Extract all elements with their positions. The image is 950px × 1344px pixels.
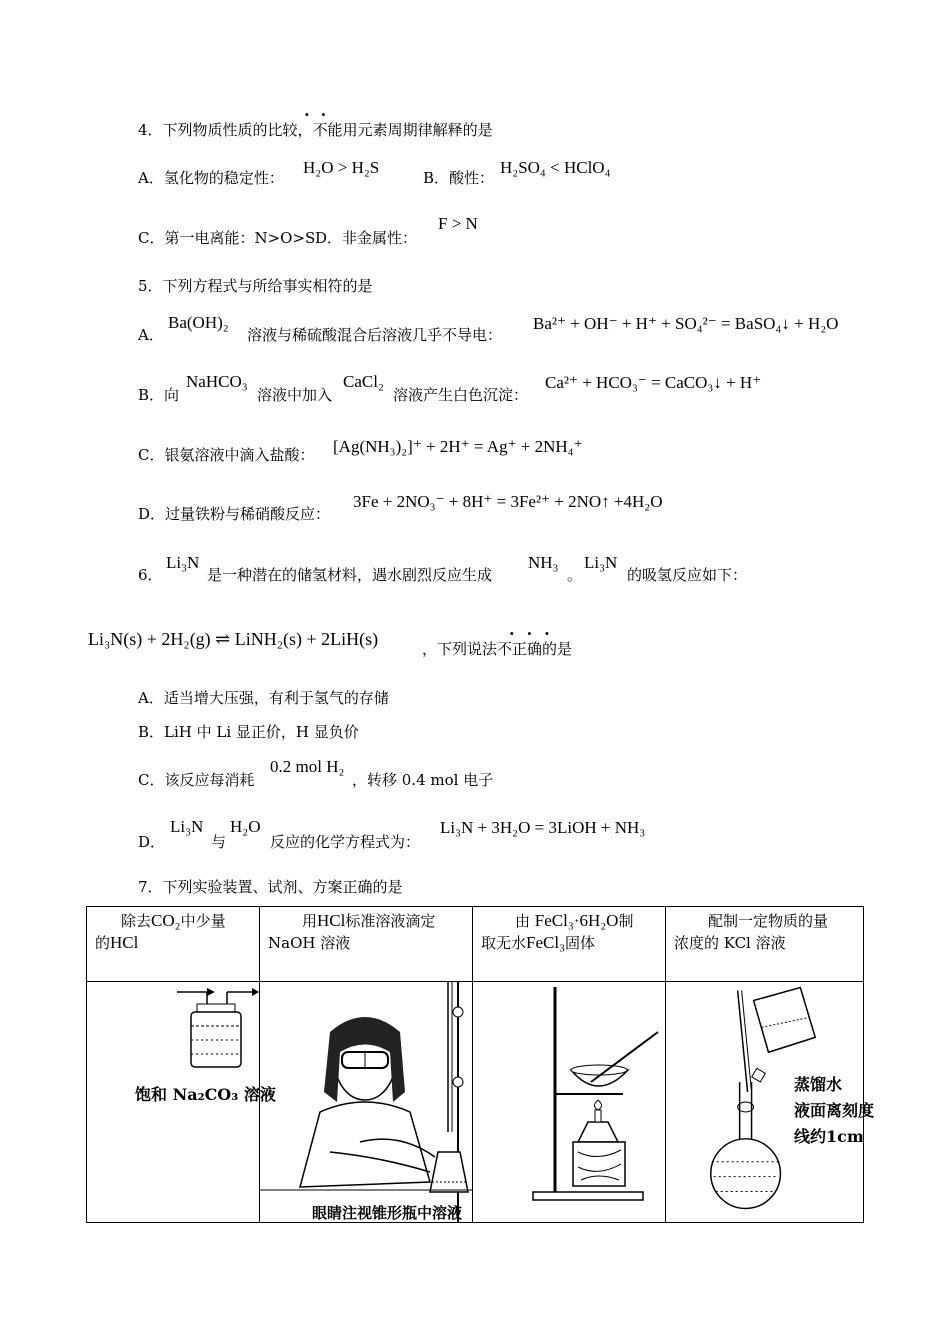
q7-header-a: 除去CO₂中少量 的HCl: [87, 907, 260, 982]
q5-option-d-formula: 3Fe + 2NO₃⁻ + 8H⁺ = 3Fe²⁺ + 2NO↑ +4H₂O: [353, 492, 663, 511]
q6-text3: 的吸氢反应如下：: [627, 566, 748, 584]
q7-stem: 7．下列实验装置、试剂、方案正确的是: [138, 878, 403, 896]
q5-option-c-label: C．银氨溶液中滴入盐酸：: [138, 446, 315, 464]
q4-stem-emphasis: 不能: [312, 121, 343, 139]
q6-option-d-formula3: Li₃N + 3H₂O = 3LiOH + NH₃: [440, 818, 646, 837]
q6-option-b: B．LiH 中 Li 显正价，H 显负价: [138, 723, 359, 741]
emphasis-dots: ···: [509, 624, 562, 643]
q6-option-d-text2: 反应的化学方程式为：: [270, 833, 421, 851]
q6-text2: 。: [567, 566, 583, 584]
q5-stem: 5．下列方程式与所给事实相符的是: [138, 277, 373, 295]
q6-option-c-tail: ，转移 0.4 mol 电子: [352, 771, 494, 789]
q5-option-a-label: A．: [138, 326, 164, 344]
q7-options-table: [86, 906, 875, 1223]
q5-option-b-label: B．向: [138, 386, 180, 404]
q4-option-d: D．非金属性：: [315, 229, 418, 247]
q7-header-b: 用HCl标准溶液滴定 NaOH 溶液: [260, 907, 473, 982]
q6-option-d-label: D．: [138, 833, 166, 851]
q7-header-c: 由 FeCl₃·6H₂O制 取无水FeCl₃固体: [473, 907, 666, 982]
emphasis-dots: ··: [304, 105, 338, 124]
liquid-level-label: 液面离刻度: [794, 1101, 875, 1120]
q6-text1: 是一种潜在的储氢材料，遇水剧烈反应生成: [207, 566, 493, 584]
q7-apparatus-c: [473, 982, 666, 1223]
q4-option-b: B．酸性：: [423, 169, 495, 187]
q5-option-b-reagent2: CaCl₂: [343, 372, 384, 391]
q6-reaction: Li₃N(s) + 2H₂(g) ⇌ LiNH₂(s) + 2LiH(s): [88, 629, 379, 649]
q4-option-a-formula: H₂O > H₂S: [303, 158, 380, 177]
q5-option-a-text: 溶液与稀硫酸混合后溶液几乎不导电：: [247, 326, 503, 344]
evaporating-dish-diagram: [473, 982, 665, 1222]
titration-illustration: [260, 982, 472, 1222]
q5-option-b-text2: 溶液产生白色沉淀：: [393, 386, 529, 404]
eyes-on-flask-label: 眼睛注视锥形瓶中溶液: [312, 1204, 463, 1222]
q6-formula-li3n-2: Li₃N: [584, 553, 618, 572]
q6-option-c-formula: 0.2 mol H₂: [270, 757, 345, 776]
q4-option-a: A．氢化物的稳定性：: [138, 169, 284, 187]
q6-option-c-label: C．该反应每消耗: [138, 771, 255, 789]
q6-option-d-text1: 与: [211, 833, 227, 851]
q5-option-c-formula: [Ag(NH₃)₂]⁺ + 2H⁺ = Ag⁺ + 2NH₄⁺: [333, 437, 583, 456]
q5-option-a-reagent: Ba(OH)₂: [168, 313, 229, 332]
q7-header-d: 配制一定物质的量 浓度的 KCl 溶液: [666, 907, 864, 982]
q7-apparatus-b: [260, 982, 473, 1223]
q5-option-b-formula: Ca²⁺ + HCO₃⁻ = CaCO₃↓ + H⁺: [545, 373, 762, 392]
q6-option-d-formula2: H₂O: [230, 817, 261, 836]
q4-stem: 4．下列物质性质的比较，不能用元素周期律解释的是: [138, 121, 493, 139]
q5-option-d-label: D．过量铁粉与稀硝酸反应：: [138, 505, 331, 523]
q6-option-d-formula1: Li₃N: [170, 817, 204, 836]
saturated-na2co3-label: 饱和 Na₂CO₃ 溶液: [135, 1085, 276, 1104]
q6-option-a: A．适当增大压强，有利于氢气的存储: [138, 689, 389, 707]
q6-formula-li3n: Li₃N: [166, 553, 200, 572]
q6-formula-nh3: NH₃: [528, 553, 559, 572]
scale-line-label: 线约1cm: [794, 1127, 864, 1146]
distilled-water-label: 蒸馏水: [794, 1075, 843, 1094]
q4-option-d-formula: F > N: [438, 214, 478, 233]
q7-apparatus-a: [87, 982, 276, 1223]
q5-option-b-reagent1: NaHCO₃: [186, 372, 248, 391]
q5-option-a-formula: Ba²⁺ + OH⁻ + H⁺ + SO₄²⁻ = BaSO₄↓ + H₂O: [533, 314, 839, 333]
q4-option-b-formula: H₂SO₄ < HClO₄: [500, 158, 611, 177]
q7-apparatus-d: [666, 982, 875, 1223]
q4-option-c: C．第一电离能：N>O>S: [138, 229, 316, 247]
q6-question-tail: ，下列说法不正确的是: [422, 640, 573, 658]
q6-number: 6．: [138, 566, 163, 584]
q5-option-b-text1: 溶液中加入: [257, 386, 333, 404]
